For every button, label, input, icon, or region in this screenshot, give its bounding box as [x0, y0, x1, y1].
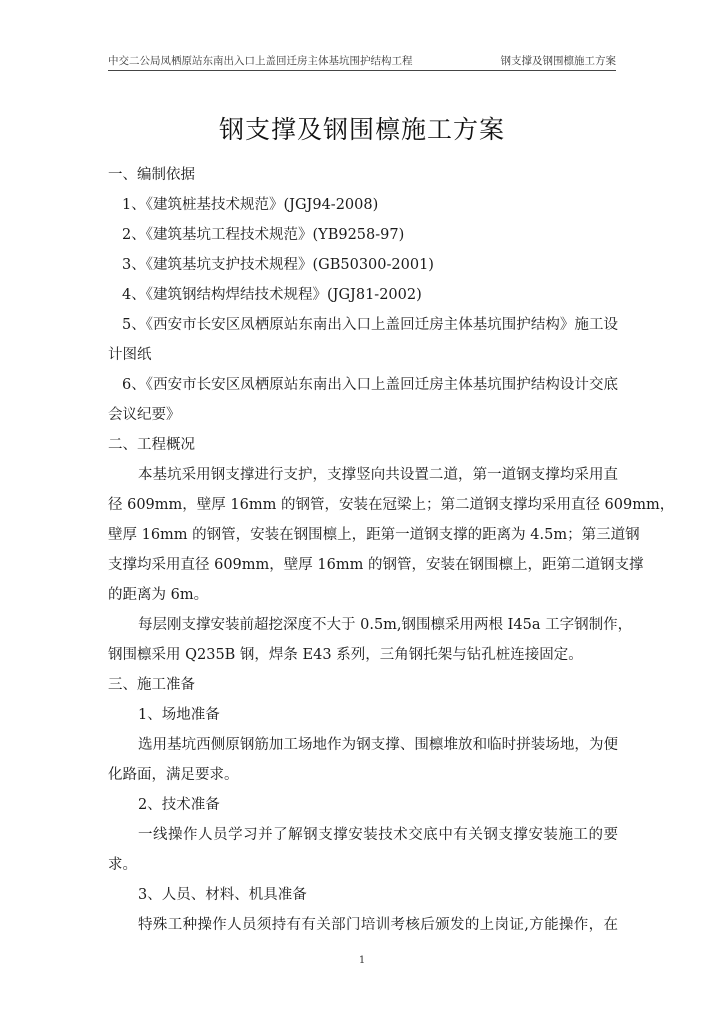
section-heading: 二、工程概况	[108, 437, 195, 453]
header-project-name: 中交二公局凤栖原站东南出入口上盖回迁房主体基坑围护结构工程	[108, 55, 413, 67]
reference-item-continued: 会议纪要》	[108, 407, 181, 423]
header-divider	[108, 70, 616, 71]
paragraph-line: 支撑均采用直径 609mm，壁厚 16mm 的钢管，安装在钢围檩上，距第二道钢支撑	[108, 557, 644, 573]
section-heading: 三、施工准备	[108, 677, 195, 693]
reference-item: 4、《建筑钢结构焊结技术规程》(JGJ81-2002)	[122, 287, 422, 303]
reference-item-continued: 计图纸	[108, 347, 152, 363]
paragraph-line: 钢围檩采用 Q235B 钢，焊条 E43 系列，三角钢托架与钻孔桩连接固定。	[108, 647, 583, 663]
document-title: 钢支撑及钢围檩施工方案	[218, 115, 505, 144]
paragraph-line: 求。	[108, 857, 137, 873]
paragraph-line: 径 609mm，壁厚 16mm 的钢管，安装在冠梁上；第二道钢支撑均采用直径 609mm，	[108, 497, 675, 513]
reference-item: 3、《建筑基坑支护技术规程》(GB50300-2001)	[122, 257, 434, 273]
reference-item: 6、《西安市长安区凤栖原站东南出入口上盖回迁房主体基坑围护结构设计交底	[122, 377, 618, 393]
reference-item: 2、《建筑基坑工程技术规范》(YB9258-97)	[122, 227, 405, 243]
paragraph-line: 壁厚 16mm 的钢管，安装在钢围檩上，距第一道钢支撑的距离为 4.5m；第三道钢	[108, 527, 640, 543]
paragraph-line: 特殊工种操作人员须持有有关部门培训考核后颁发的上岗证,方能操作，在	[138, 917, 618, 933]
paragraph-line: 本基坑采用钢支撑进行支护，支撑竖向共设置二道，第一道钢支撑均采用直	[138, 467, 618, 483]
section-heading: 一、编制依据	[108, 167, 195, 183]
document-body	[108, 160, 675, 940]
header-document-name: 钢支撑及钢围檩施工方案	[500, 55, 616, 67]
page-number: 1	[358, 955, 366, 966]
page-header	[108, 52, 616, 68]
subsection-heading: 1、场地准备	[138, 707, 220, 723]
paragraph-line: 的距离为 6m。	[108, 587, 209, 603]
subsection-heading: 3、人员、材料、机具准备	[138, 887, 307, 903]
reference-item: 1、《建筑桩基技术规范》(JGJ94-2008)	[122, 197, 379, 213]
subsection-heading: 2、技术准备	[138, 797, 220, 813]
paragraph-line: 每层刚支撑安装前超挖深度不大于 0.5m,钢围檩采用两根 I45a 工字钢制作，	[138, 617, 633, 633]
paragraph-line: 化路面，满足要求。	[108, 767, 239, 783]
paragraph-line: 一线操作人员学习并了解钢支撑安装技术交底中有关钢支撑安装施工的要	[138, 827, 618, 843]
paragraph-line: 选用基坑西侧原钢筋加工场地作为钢支撑、围檩堆放和临时拼装场地，为便	[138, 737, 618, 753]
reference-item: 5、《西安市长安区凤栖原站东南出入口上盖回迁房主体基坑围护结构》施工设	[122, 317, 618, 333]
